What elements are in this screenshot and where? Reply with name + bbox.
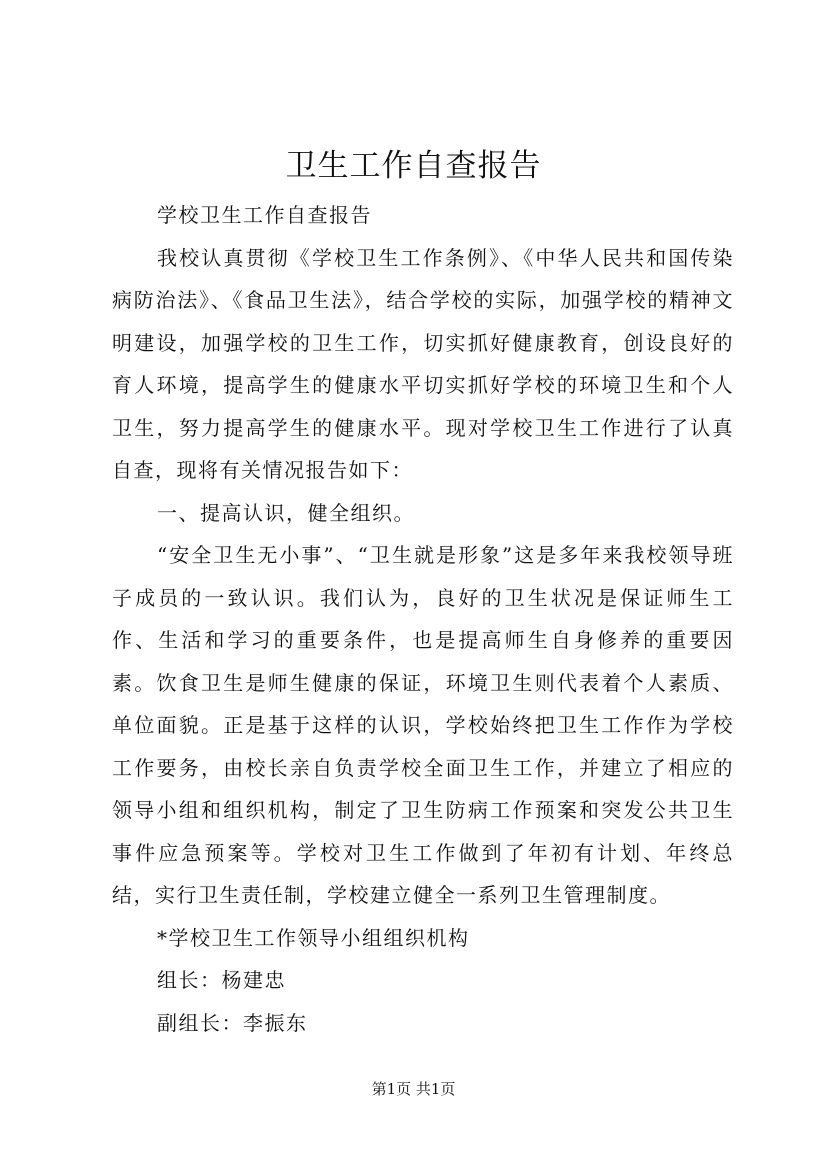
organization-heading: *学校卫生工作领导小组组织机构 xyxy=(157,925,470,950)
group-leader-line: 组长：杨建忠 xyxy=(157,968,286,992)
document-title: 卫生工作自查报告 xyxy=(285,148,542,184)
intro-paragraph: 我校认真贯彻《学校卫生工作条例》、《中华人民共和国传染病防治法》、《食品卫生法》，结合学校的实际，加强学校的精神文明建设，加强学校的卫生工作，切实抓好健康教育，创设良好的育人环境，提高学生的健康水平切实抓好学校的环境卫生和个人卫生，努力提高学生的健康水平。现对学校卫生工作进行了认真自查，现将有关情况报告如下： xyxy=(112,245,734,482)
deputy-leader-line: 副组长：李振东 xyxy=(157,1010,308,1035)
section-paragraph: “安全卫生无小事”、“卫生就是形象”这是多年来我校领导班子成员的一致认识。我们认为，良好的卫生状况是保证师生工作、生活和学习的重要条件，也是提高师生自身修养的重要因素。饮食卫生是师生健康的保证，环境卫生则代表着个人素质、单位面貌。正是基于这样的认识，学校始终把卫生工作作为学校工作要务，由校长亲自负责学校全面卫生工作，并建立了相应的领导小组和组织机构，制定了卫生防病工作预案和突发公共卫生事件应急预案等。学校对卫生工作做到了年初有计划、年终总结，实行卫生责任制，学校建立健全一系列卫生管理制度。 xyxy=(112,543,734,907)
subtitle-paragraph: 学校卫生工作自查报告 xyxy=(157,203,372,227)
document-body xyxy=(112,194,734,1044)
section-heading: 一、提高认识，健全组织。 xyxy=(157,500,415,525)
page-number-footer: 第1页 共1页 xyxy=(371,1080,456,1098)
